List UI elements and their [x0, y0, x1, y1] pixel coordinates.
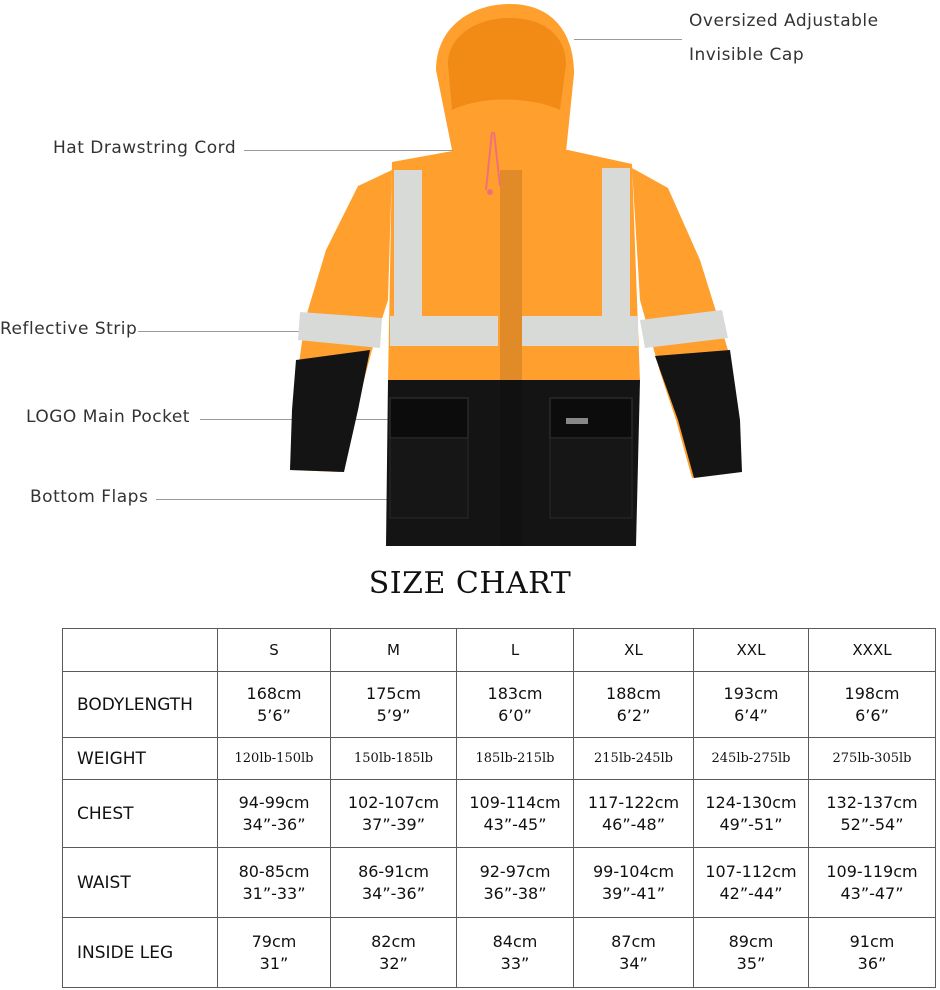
row-label: BODYLENGTH	[63, 672, 218, 738]
table-cell: 117-122cm 46”-48”	[574, 780, 694, 848]
table-cell: 82cm 32”	[331, 918, 457, 988]
table-cell: 275lb-305lb	[809, 738, 936, 780]
table-cell: 150lb-185lb	[331, 738, 457, 780]
table-cell: 132-137cm 52”-54”	[809, 780, 936, 848]
logo-mark	[566, 418, 588, 424]
table-cell: 99-104cm 39”-41”	[574, 848, 694, 918]
corner-cell	[63, 629, 218, 672]
table-row	[63, 738, 936, 780]
table-cell: 193cm 6’4”	[694, 672, 809, 738]
zipper-placket	[500, 170, 522, 546]
drawstring-toggle	[487, 189, 493, 195]
pocket-flap-right	[550, 398, 632, 438]
table-cell: 92-97cm 36”-38”	[457, 848, 574, 918]
table-row	[63, 780, 936, 848]
size-header: M	[331, 629, 457, 672]
table-cell: 245lb-275lb	[694, 738, 809, 780]
size-chart-table	[62, 628, 936, 988]
row-label: CHEST	[63, 780, 218, 848]
table-cell: 87cm 34”	[574, 918, 694, 988]
size-header: XXXL	[809, 629, 936, 672]
table-cell: 120lb-150lb	[218, 738, 331, 780]
pocket-left	[390, 438, 468, 518]
table-cell: 124-130cm 49”-51”	[694, 780, 809, 848]
table-cell: 79cm 31”	[218, 918, 331, 988]
table-row	[63, 918, 936, 988]
size-header: XXL	[694, 629, 809, 672]
callout-pocket: LOGO Main Pocket	[26, 407, 190, 427]
reflective-vertical-right	[602, 168, 630, 342]
table-cell: 215lb-245lb	[574, 738, 694, 780]
table-cell: 185lb-215lb	[457, 738, 574, 780]
table-cell: 188cm 6’2”	[574, 672, 694, 738]
table-cell: 175cm 5’9”	[331, 672, 457, 738]
row-label: INSIDE LEG	[63, 918, 218, 988]
left-cuff	[290, 350, 370, 472]
pocket-flap-left	[390, 398, 468, 438]
table-cell: 183cm 6’0”	[457, 672, 574, 738]
size-header-row	[63, 629, 936, 672]
size-chart-title: SIZE CHART	[368, 566, 572, 601]
reflective-horizontal-left	[390, 316, 498, 346]
table-cell: 91cm 36”	[809, 918, 936, 988]
callout-cap-line2: Invisible Cap	[689, 45, 805, 65]
right-cuff	[655, 350, 742, 478]
row-label: WEIGHT	[63, 738, 218, 780]
table-cell: 102-107cm 37”-39”	[331, 780, 457, 848]
reflective-horizontal-right	[522, 316, 638, 346]
size-header: S	[218, 629, 331, 672]
hood-opening	[448, 18, 566, 110]
callout-flaps: Bottom Flaps	[30, 487, 149, 507]
size-header: L	[457, 629, 574, 672]
table-cell: 89cm 35”	[694, 918, 809, 988]
callout-reflective: Reflective Strip	[0, 319, 138, 339]
size-header: XL	[574, 629, 694, 672]
table-row	[63, 672, 936, 738]
table-cell: 94-99cm 34”-36”	[218, 780, 331, 848]
table-cell: 107-112cm 42”-44”	[694, 848, 809, 918]
callout-cap-line1: Oversized Adjustable	[689, 11, 879, 31]
table-cell: 80-85cm 31”-33”	[218, 848, 331, 918]
table-cell: 109-119cm 43”-47”	[809, 848, 936, 918]
table-cell: 198cm 6’6”	[809, 672, 936, 738]
callout-drawstring: Hat Drawstring Cord	[53, 138, 237, 158]
pocket-right	[550, 438, 632, 518]
table-cell: 86-91cm 34”-36”	[331, 848, 457, 918]
table-cell: 84cm 33”	[457, 918, 574, 988]
table-row	[63, 848, 936, 918]
table-cell: 168cm 5’6”	[218, 672, 331, 738]
table-cell: 109-114cm 43”-45”	[457, 780, 574, 848]
hi-vis-jacket-illustration	[280, 0, 750, 560]
row-label: WAIST	[63, 848, 218, 918]
